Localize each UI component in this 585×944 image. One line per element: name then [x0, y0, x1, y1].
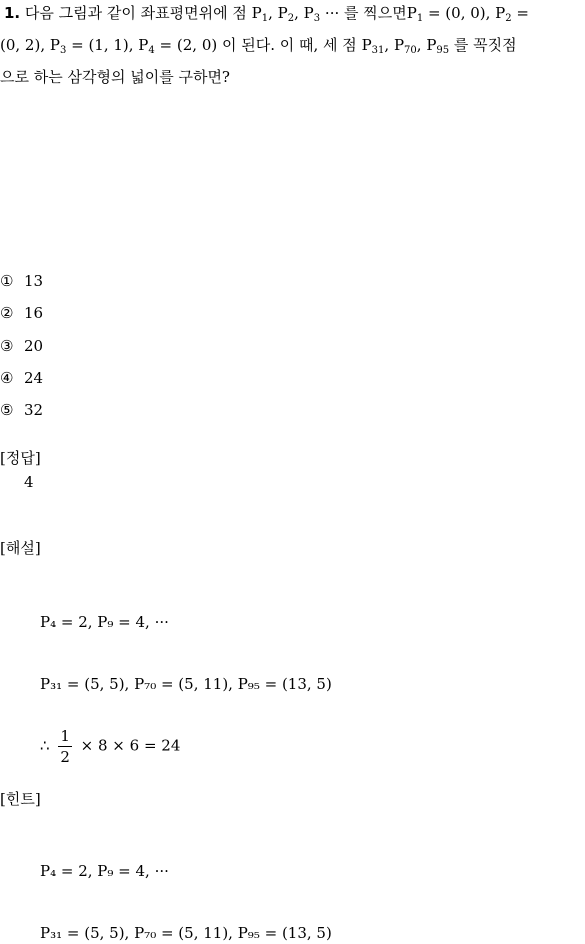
subscript: 95: [436, 45, 450, 56]
point-label: , P: [416, 36, 437, 54]
point-label: , P: [384, 36, 405, 54]
subscript: 2: [287, 13, 295, 24]
question-text-segment: =: [511, 4, 529, 22]
answer-value: 4: [24, 473, 34, 491]
question-text-segment: 를 꼭짓점: [449, 36, 517, 54]
choice-value: 13: [24, 272, 44, 290]
choice-marker: ⑤: [0, 401, 14, 419]
subscript: 3: [59, 45, 67, 56]
subscript: 4: [148, 45, 155, 56]
question-text-segment: ··· 를 찍으면: [324, 4, 407, 22]
choice-marker: ②: [0, 304, 14, 322]
explanation-expression: × 8 × 6 = 24: [80, 736, 181, 755]
question-text-segment: = (2, 0) 이 된다. 이 때, 세 점: [154, 36, 357, 54]
point-label: P: [251, 4, 262, 22]
question-number: 1.: [4, 4, 21, 22]
choice-1[interactable]: [0, 270, 43, 292]
choice-marker: ④: [0, 369, 14, 387]
hint-line-1: P₄ = 2, P₉ = 4, ···: [40, 862, 169, 880]
question-text: [0, 0, 585, 90]
choice-4[interactable]: [0, 367, 43, 389]
question-text-segment: (0, 2), P: [0, 36, 60, 54]
subscript: 1: [261, 13, 269, 24]
explanation-line-2: P₃₁ = (5, 5), P₇₀ = (5, 11), P₉₅ = (13, 5): [40, 675, 332, 693]
point-label: P: [361, 36, 372, 54]
hint-title: [힌트]: [0, 790, 41, 808]
question-line-2: [0, 32, 585, 64]
subscript: 2: [505, 13, 512, 24]
question-text-segment: 다음 그림과 같이 좌표평면위에 점: [24, 4, 247, 22]
explanation-line-3: [40, 726, 180, 767]
question-text-segment: = (1, 1), P: [66, 36, 149, 54]
fraction-denominator: 2: [60, 748, 70, 766]
question-line-1: [0, 0, 585, 32]
question-text-segment: 으로 하는 삼각형의 넓이를 구하면?: [0, 68, 230, 86]
choice-2[interactable]: [0, 302, 43, 324]
answer-title: [정답]: [0, 449, 41, 467]
point-label: P: [406, 4, 417, 22]
point-label: , P: [268, 4, 288, 22]
explanation-line-1: P₄ = 2, P₉ = 4, ···: [40, 613, 169, 631]
fraction: [58, 726, 72, 767]
subscript: 3: [313, 13, 321, 24]
choice-marker: ①: [0, 272, 14, 290]
choice-value: 24: [24, 369, 44, 387]
subscript: 70: [404, 45, 417, 56]
choice-value: 16: [24, 304, 44, 322]
question-line-3: [0, 64, 585, 90]
fraction-numerator: 1: [60, 727, 70, 745]
subscript: 1: [416, 13, 424, 24]
therefore-symbol: ∴: [40, 736, 50, 755]
choice-value: 20: [24, 337, 44, 355]
question-text-segment: = (0, 0), P: [423, 4, 506, 22]
subscript: 31: [371, 45, 385, 56]
choice-value: 32: [24, 401, 44, 419]
explanation-title: [해설]: [0, 539, 41, 557]
choice-marker: ③: [0, 337, 14, 355]
choice-3[interactable]: [0, 335, 43, 357]
choice-5[interactable]: [0, 399, 43, 421]
point-label: , P: [294, 4, 314, 22]
hint-line-2: P₃₁ = (5, 5), P₇₀ = (5, 11), P₉₅ = (13, 5): [40, 924, 332, 942]
figure-placeholder: [0, 110, 585, 260]
